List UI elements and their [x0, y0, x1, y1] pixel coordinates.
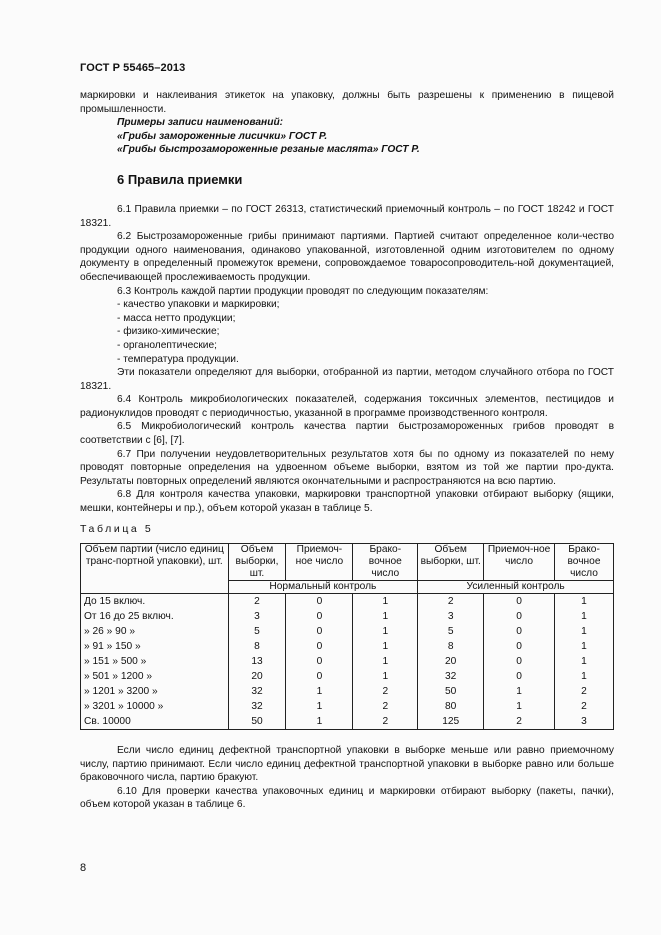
paragraph-6-2: 6.2 Быстрозамороженные грибы принимают партиями. Партией считают определенное коли-чество продукции одного наименования, одинаково упакованной, изготовленной одним изготовителем по одному документу в определенный промежуток времени, сопровождаемое товаросопроводитель-ной документацией, обеспечивающей прослеживаемость продукции. [80, 231, 614, 283]
lot-size-cell: » 3201 » 10000 » [81, 699, 229, 714]
value-cell: 1 [555, 654, 614, 669]
header-rejection: Брако-вочное число [353, 544, 418, 581]
document-header: ГОСТ Р 55465–2013 [80, 62, 186, 74]
paragraph-6-8: 6.8 Для контроля качества упаковки, маркировки транспортной упаковки отбирают выборку (ящики, мешки, контейнеры и пр.), объем которой указан в таблице 5. [80, 489, 614, 515]
value-cell: 50 [228, 714, 286, 730]
indicator-list [80, 298, 614, 366]
value-cell: 1 [353, 669, 418, 684]
value-cell: 1 [555, 639, 614, 654]
table-body [81, 594, 614, 730]
value-cell: 1 [555, 609, 614, 624]
table-row [81, 669, 614, 684]
value-cell: 20 [228, 669, 286, 684]
value-cell: 8 [228, 639, 286, 654]
value-cell: 0 [484, 639, 555, 654]
lot-size-cell: Св. 10000 [81, 714, 229, 730]
paragraph-6-7: 6.7 При получении неудовлетворительных результатов хотя бы по одному из показателей по нему проводят повторные определения на удвоенном объеме выборки, взятом из той же партии про-дукта. Результаты повторных определений являются окончательными и распространяются на всю партию. [80, 448, 614, 487]
table-row [81, 609, 614, 624]
table-row [81, 699, 614, 714]
list-item: - качество упаковки и маркировки; [117, 299, 280, 311]
value-cell: 0 [286, 624, 353, 639]
sample-size-table [80, 543, 614, 730]
value-cell: 3 [418, 609, 484, 624]
lot-size-cell: » 501 » 1200 » [81, 669, 229, 684]
value-cell: 1 [353, 654, 418, 669]
value-cell: 1 [484, 684, 555, 699]
header-rejection: Брако-вочное число [555, 544, 614, 581]
list-item: - масса нетто продукции; [117, 312, 236, 324]
table-caption: Таблица 5 [80, 523, 154, 535]
value-cell: 5 [418, 624, 484, 639]
value-cell: 1 [484, 699, 555, 714]
value-cell: 1 [353, 624, 418, 639]
value-cell: 125 [418, 714, 484, 730]
value-cell: 1 [286, 714, 353, 730]
group-normal-control: Нормальный контроль [228, 581, 418, 594]
paragraph-6-5: 6.5 Микробиологический контроль качества партии быстрозамороженных грибов проводят в соответствии с [6], [7]. [80, 421, 614, 447]
value-cell: 2 [353, 684, 418, 699]
group-strict-control: Усиленный контроль [418, 581, 614, 594]
paragraph-6-1: 6.1 Правила приемки – по ГОСТ 26313, статистический приемочный контроль – по ГОСТ 18242 и ГОСТ 18321. [80, 203, 614, 229]
value-cell: 32 [228, 684, 286, 699]
section-title: 6 Правила приемки [117, 171, 243, 187]
value-cell: 80 [418, 699, 484, 714]
table-row [81, 714, 614, 730]
table-row [81, 624, 614, 639]
intro-paragraph: маркировки и наклеивания этикеток на упаковку, должны быть разрешены к применению в пищевой промышленности. [80, 90, 614, 115]
value-cell: 20 [418, 654, 484, 669]
header-acceptance: Приемоч-ное число [484, 544, 555, 581]
example-2: «Грибы быстрозамороженные резаные маслята» ГОСТ Р. [117, 144, 420, 156]
value-cell: 2 [228, 594, 286, 610]
value-cell: 1 [555, 594, 614, 610]
table-row [81, 654, 614, 669]
value-cell: 2 [484, 714, 555, 730]
value-cell: 1 [286, 684, 353, 699]
paragraph-6-3-b: Эти показатели определяют для выборки, отобранной из партии, методом случайного отбора по ГОСТ 18321. [80, 367, 614, 392]
value-cell: 0 [286, 594, 353, 610]
value-cell: 5 [228, 624, 286, 639]
lot-size-cell: До 15 включ. [81, 594, 229, 610]
value-cell: 2 [555, 699, 614, 714]
page-number: 8 [80, 862, 87, 874]
header-sample-size: Объем выборки, шт. [418, 544, 484, 581]
lot-size-cell: » 26 » 90 » [81, 624, 229, 639]
value-cell: 0 [286, 609, 353, 624]
value-cell: 0 [286, 669, 353, 684]
value-cell: 32 [228, 699, 286, 714]
value-cell: 1 [555, 624, 614, 639]
list-item: - органолептические; [117, 339, 217, 351]
value-cell: 0 [484, 624, 555, 639]
value-cell: 2 [353, 699, 418, 714]
paragraph-6-3: 6.3 Контроль каждой партии продукции проводят по следующим показателям: [117, 285, 489, 297]
value-cell: 1 [353, 594, 418, 610]
header-lot-size: Объем партии (число единиц транс-портной упаковки), шт. [81, 544, 229, 594]
value-cell: 2 [555, 684, 614, 699]
value-cell: 32 [418, 669, 484, 684]
value-cell: 1 [286, 699, 353, 714]
value-cell: 0 [286, 639, 353, 654]
table-row [81, 594, 614, 610]
table-row [81, 639, 614, 654]
value-cell: 1 [353, 609, 418, 624]
examples-heading: Примеры записи наименований: [117, 117, 284, 129]
list-item: - физико-химические; [117, 326, 220, 338]
main-content [80, 89, 614, 516]
value-cell: 50 [418, 684, 484, 699]
value-cell: 0 [286, 654, 353, 669]
paragraph-6-10: 6.10 Для проверки качества упаковочных единиц и маркировки отбирают выборку (пакеты, пачки), объем которой указан в таблице 6. [80, 785, 614, 811]
value-cell: 2 [418, 594, 484, 610]
value-cell: 8 [418, 639, 484, 654]
value-cell: 0 [484, 594, 555, 610]
value-cell: 1 [353, 639, 418, 654]
table-row [81, 684, 614, 699]
example-1: «Грибы замороженные лисички» ГОСТ Р. [117, 130, 328, 142]
value-cell: 0 [484, 609, 555, 624]
list-item: - температура продукции. [117, 353, 239, 365]
value-cell: 13 [228, 654, 286, 669]
decision-rule-paragraph: Если число единиц дефектной транспортной упаковки в выборке меньше или равно приемочному числу, партию принимают. Если число единиц дефектной транспортной упаковки в выборке равно или больше браковочного числа, партию бракуют. [80, 745, 614, 784]
lot-size-cell: » 1201 » 3200 » [81, 684, 229, 699]
lot-size-cell: От 16 до 25 включ. [81, 609, 229, 624]
after-table-text [80, 744, 614, 812]
paragraph-6-4: 6.4 Контроль микробиологических показателей, содержания токсичных элементов, пестицидов и радионуклидов проводят с периодичностью, указанной в программе производственного контроля. [80, 394, 614, 419]
value-cell: 0 [484, 669, 555, 684]
value-cell: 2 [353, 714, 418, 730]
header-acceptance: Приемоч-ное число [286, 544, 353, 581]
lot-size-cell: » 91 » 150 » [81, 639, 229, 654]
value-cell: 0 [484, 654, 555, 669]
value-cell: 3 [555, 714, 614, 730]
lot-size-cell: » 151 » 500 » [81, 654, 229, 669]
value-cell: 3 [228, 609, 286, 624]
header-sample-size: Объем выборки, шт. [228, 544, 286, 581]
value-cell: 1 [555, 669, 614, 684]
